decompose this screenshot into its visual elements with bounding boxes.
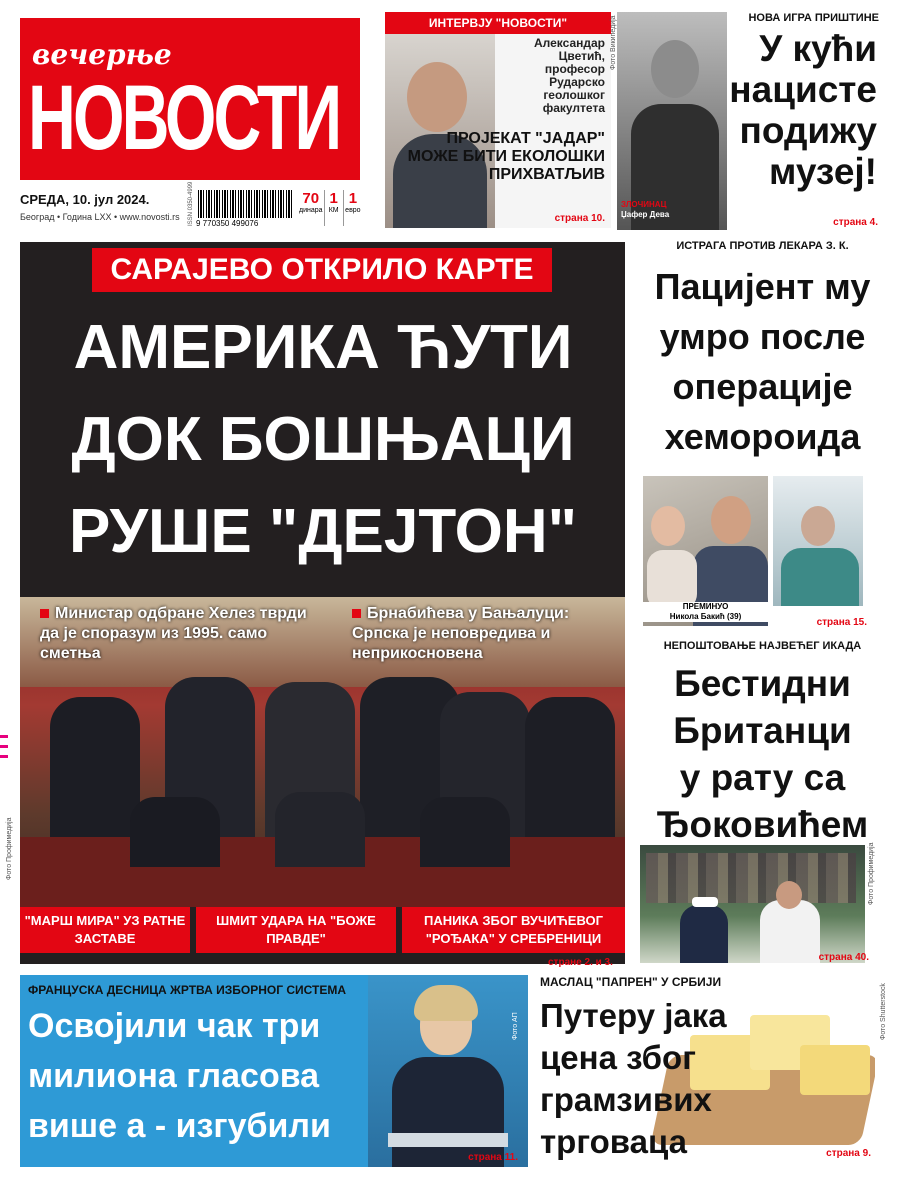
lead-page: стране 2. и 3. <box>548 957 613 968</box>
masthead-logo[interactable] <box>20 18 360 180</box>
doctor-headline-line: Пацијент му <box>654 266 871 307</box>
price-rsd-value: 70 <box>302 190 320 207</box>
lead-box-text: ШМИТ УДАРА НА "БОЖЕ ПРАВДЕ" <box>216 913 376 946</box>
interview-headline: ПРОЈЕКАТ "ЈАДАР" МОЖЕ БИТИ ЕКОЛОШКИ ПРИХВАТЉИВ <box>407 130 605 183</box>
tennis-story[interactable] <box>640 640 885 965</box>
france-headline-line: Освојили чак три <box>28 1007 321 1045</box>
price-km-value: 1 <box>329 190 338 207</box>
france-story[interactable] <box>20 975 528 1167</box>
doctor-headline-line: операције <box>672 366 853 407</box>
price-km <box>325 190 344 226</box>
france-headline-line: милиона гласова <box>28 1057 320 1095</box>
museum-caption-label: ЗЛОЧИНАЦ <box>621 200 667 209</box>
tennis-kicker: НЕПОШТОВАЊЕ НАЈВЕЋЕГ ИКАДА <box>663 640 862 652</box>
butter-headline-line: Путеру јака <box>540 997 727 1034</box>
issn: ISSN 0350-4999 <box>188 181 194 226</box>
museum-caption-name: Џафер Дева <box>621 210 670 219</box>
museum-headline-line: нацисте <box>729 69 877 110</box>
lead-photo-credit: Фото Профимедија <box>6 817 13 880</box>
interview-teaser[interactable] <box>385 12 611 228</box>
lead-headline <box>38 302 608 578</box>
margin-mark <box>0 755 8 758</box>
doctor-caption <box>643 602 768 622</box>
bullet-square <box>40 609 49 618</box>
france-kicker: ФРАНЦУСКА ДЕСНИЦА ЖРТВА ИЗБОРНОГ СИСТЕМА <box>28 983 347 997</box>
lead-headline-line: АМЕРИКА ЋУТИ <box>73 313 573 382</box>
museum-headline-line: У кући <box>759 28 877 69</box>
museum-teaser[interactable] <box>617 12 882 230</box>
margin-mark <box>0 735 8 738</box>
tennis-photo-credit: Фото Профимедија <box>868 842 875 905</box>
interview-person: Александар Цветић, професор Рударско геолошког факултета <box>533 36 605 115</box>
museum-headline-line: подижу <box>739 110 877 151</box>
lead-story[interactable] <box>20 242 625 964</box>
lead-banner: САРАЈЕВО ОТКРИЛО КАРТЕ <box>92 248 552 292</box>
margin-mark <box>0 745 8 748</box>
france-photo-credit: Фото АП <box>512 1012 519 1040</box>
lead-box-text: "МАРШ МИРА" УЗ РАТНЕ ЗАСТАВЕ <box>24 913 186 946</box>
lead-box-text: ПАНИКА ЗБОГ ВУЧИЋЕВОГ "РОЂАКА" У СРЕБРЕНИЦИ <box>423 913 604 946</box>
museum-headline <box>717 28 877 192</box>
price-km-unit: КМ <box>328 207 339 214</box>
butter-story[interactable] <box>540 975 885 1167</box>
price-rsd-unit: динара <box>298 207 323 214</box>
lead-sub-left-text: Министар одбране Хелез тврди да је споразум из 1995. само сметња <box>40 605 307 662</box>
butter-headline-line: грамзивих <box>540 1081 712 1118</box>
lead-sub-right-text: Брнабићева у Бањалуци: Српска је неповредива и неприкосновена <box>352 605 570 662</box>
doctor-caption-name: Никола Бакић (39) <box>669 612 742 621</box>
tennis-headline-line: у рату са <box>679 757 846 798</box>
interview-label: ИНТЕРВЈУ "НОВОСТИ" <box>385 12 611 34</box>
butter-page: страна 9. <box>826 1148 871 1159</box>
issue-info: Београд • Година LXX • www.novosti.rs <box>20 212 180 222</box>
butter-headline-line: цена због <box>540 1039 696 1076</box>
tennis-headline-line: Ђоковићем <box>656 804 869 845</box>
butter-kicker: МАСЛАЦ "ПАПРЕН" У СРБИЈИ <box>540 975 722 989</box>
france-headline <box>28 1001 388 1151</box>
doctor-headline-line: умро после <box>659 316 866 357</box>
museum-page: страна 4. <box>833 217 878 228</box>
museum-kicker: НОВА ИГРА ПРИШТИНЕ <box>748 12 879 24</box>
lead-headline-line: РУШЕ "ДЕЈТОН" <box>68 497 578 566</box>
butter-headline <box>540 995 770 1163</box>
masthead-title: НОВОСТИ <box>28 67 340 169</box>
france-page: страна 11. <box>468 1152 518 1163</box>
doctor-photo-surgeon <box>773 476 863 606</box>
tennis-page: страна 40. <box>818 952 869 963</box>
lead-headline-line: ДОК БОШЊАЦИ <box>71 405 575 474</box>
museum-headline-line: музеј! <box>768 151 877 192</box>
france-headline-line: више а - изгубили <box>28 1107 331 1145</box>
butter-headline-line: трговаца <box>540 1123 688 1160</box>
doctor-headline-line: хемороида <box>664 416 861 457</box>
interview-photo-credit: Фото Википедија <box>610 15 617 70</box>
bullet-square <box>352 609 361 618</box>
masthead-kicker: вечерње <box>32 38 172 71</box>
lead-sub-left <box>40 604 310 664</box>
france-photo <box>368 975 528 1167</box>
doctor-caption-label: ПРЕМИНУО <box>682 602 729 611</box>
price-eur <box>344 190 362 226</box>
doctor-headline <box>640 262 885 462</box>
tennis-headline <box>640 660 885 848</box>
barcode <box>186 181 296 230</box>
issue-date: СРЕДА, 10. јул 2024. <box>20 192 150 207</box>
doctor-story[interactable] <box>640 240 885 635</box>
tennis-headline-line: Британци <box>673 710 852 751</box>
tennis-photo <box>640 845 865 963</box>
price-eur-value: 1 <box>348 190 358 207</box>
doctor-kicker: ИСТРАГА ПРОТИВ ЛЕКАРА З. К. <box>676 240 849 252</box>
lead-sub-right <box>352 604 617 664</box>
museum-photo <box>617 12 727 230</box>
tennis-headline-line: Бестидни <box>674 663 851 704</box>
price-eur-unit: евро <box>345 207 361 214</box>
lead-box-3[interactable] <box>402 907 625 953</box>
barcode-number: 9 770350 499076 <box>196 219 259 228</box>
butter-photo-credit: Фото Shutterstock <box>880 983 887 1040</box>
doctor-page: страна 15. <box>816 617 867 628</box>
lead-box-2[interactable] <box>196 907 396 953</box>
price-rsd <box>298 190 325 226</box>
price-box <box>298 190 362 226</box>
museum-caption <box>621 200 669 220</box>
barcode-bars <box>198 190 294 218</box>
interview-page: страна 10. <box>554 213 605 224</box>
lead-box-1[interactable] <box>20 907 190 953</box>
